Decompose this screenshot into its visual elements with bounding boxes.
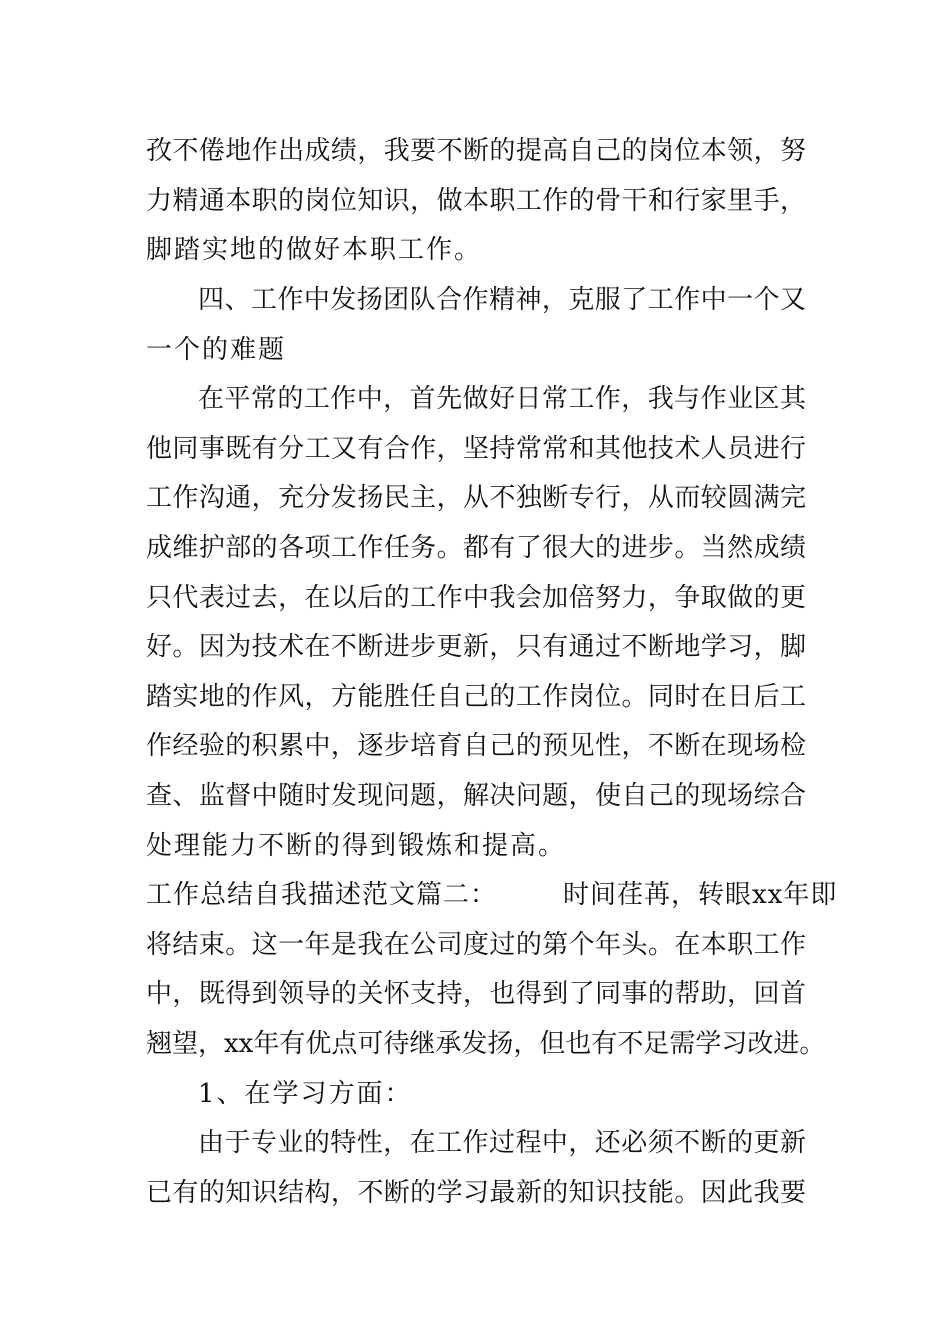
paragraph-line: 好。因为技术在不断进步更新，只有通过不断地学习，脚 xyxy=(146,632,806,662)
paragraph-line: 踏实地的作风，方能胜任自己的工作岗位。同时在日后工 xyxy=(146,682,806,712)
paragraph-line: 在平常的工作中，首先做好日常工作，我与作业区其 xyxy=(198,384,806,414)
list-item-heading: 1、在学习方面： xyxy=(198,1079,413,1109)
section-title: 工作总结自我描述范文篇二： xyxy=(146,880,498,910)
section-first-text: 时间荏苒，转眼xx年即 xyxy=(563,880,838,910)
paragraph-line: 处理能力不断的得到锻炼和提高。 xyxy=(146,831,567,861)
paragraph-line: 成维护部的各项工作任务。都有了很大的进步。当然成绩 xyxy=(146,533,806,563)
paragraph-line: 由于专业的特性，在工作过程中，还必须不断的更新 xyxy=(198,1128,806,1158)
section-title-line xyxy=(146,875,838,915)
paragraph-line: 作经验的积累中，逐步培育自己的预见性，不断在现场检 xyxy=(146,731,806,761)
paragraph-line: 翘望，xx年有优点可待继承发扬，但也有不足需学习改进。 xyxy=(146,1029,826,1059)
paragraph-line: 脚踏实地的做好本职工作。 xyxy=(146,235,483,265)
paragraph-line: 中，既得到领导的关怀支持，也得到了同事的帮助，回首 xyxy=(146,979,806,1009)
paragraph-line: 只代表过去，在以后的工作中我会加倍努力，争取做的更 xyxy=(146,583,806,613)
paragraph-line: 已有的知识结构，不断的学习最新的知识技能。因此我要 xyxy=(146,1178,806,1208)
paragraph-line: 查、监督中随时发现问题，解决问题，使自己的现场综合 xyxy=(146,781,806,811)
paragraph-line: 工作沟通，充分发扬民主，从不独断专行，从而较圆满完 xyxy=(146,483,806,513)
section-heading-line: 四、工作中发扬团队合作精神，克服了工作中一个又 xyxy=(198,285,806,315)
paragraph-line: 他同事既有分工又有合作，坚持常常和其他技术人员进行 xyxy=(146,434,806,464)
paragraph-line: 将结束。这一年是我在公司度过的第个年头。在本职工作 xyxy=(146,930,806,960)
paragraph-line: 力精通本职的岗位知识，做本职工作的骨干和行家里手， xyxy=(146,186,806,216)
paragraph-line: 孜不倦地作出成绩，我要不断的提高自己的岗位本领，努 xyxy=(146,136,806,166)
section-heading-line: 一个的难题 xyxy=(146,335,287,365)
